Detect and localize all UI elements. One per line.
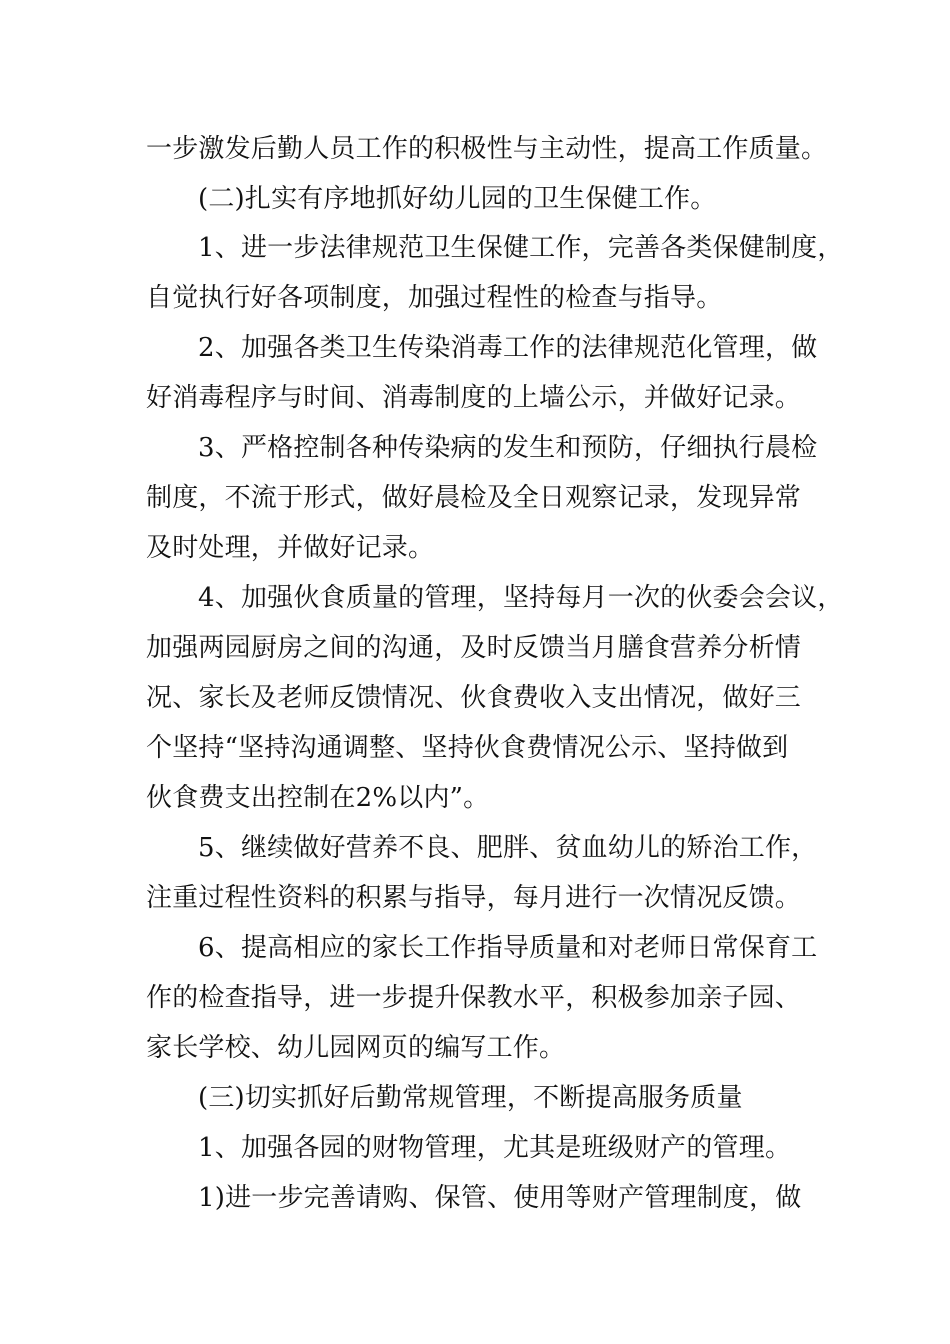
text-line: 家长学校、幼儿园网页的编写工作。	[146, 1033, 566, 1063]
text-line: 1)进一步完善请购、保管、使用等财产管理制度，做	[198, 1183, 802, 1213]
text-line: 好消毒程序与时间、消毒制度的上墙公示，并做好记录。	[146, 383, 802, 413]
text-line: 3、严格控制各种传染病的发生和预防，仔细执行晨检	[198, 433, 818, 463]
text-line: 1、加强各园的财物管理，尤其是班级财产的管理。	[198, 1133, 792, 1163]
text-line: 及时处理，并做好记录。	[146, 533, 435, 563]
text-line: 伙食费支出控制在2%以内”。	[146, 783, 490, 813]
section-heading: (二)扎实有序地抓好幼儿园的卫生保健工作。	[198, 184, 717, 214]
text-line: 1、进一步法律规范卫生保健工作，完善各类保健制度，	[198, 233, 844, 263]
text-line: 注重过程性资料的积累与指导，每月进行一次情况反馈。	[146, 883, 802, 913]
text-line: 制度，不流于形式，做好晨检及全日观察记录，发现异常	[146, 483, 802, 513]
text-line: 加强两园厨房之间的沟通，及时反馈当月膳食营养分析情	[146, 633, 802, 663]
text-line: 况、家长及老师反馈情况、伙食费收入支出情况，做好三	[146, 683, 802, 713]
text-line: 一步激发后勤人员工作的积极性与主动性，提高工作质量。	[146, 134, 828, 164]
text-line: 5、继续做好营养不良、肥胖、贫血幼儿的矫治工作，	[198, 833, 818, 863]
text-line: 个坚持“坚持沟通调整、坚持伙食费情况公示、坚持做到	[146, 733, 789, 763]
text-line: 2、加强各类卫生传染消毒工作的法律规范化管理，做	[198, 333, 818, 363]
text-line: 自觉执行好各项制度，加强过程性的检查与指导。	[146, 283, 723, 313]
text-line: 4、加强伙食质量的管理，坚持每月一次的伙委会会议，	[198, 583, 844, 613]
section-heading: (三)切实抓好后勤常规管理，不断提高服务质量	[198, 1083, 743, 1113]
text-line: 作的检查指导，进一步提升保教水平，积极参加亲子园、	[146, 983, 802, 1013]
text-line: 6、提高相应的家长工作指导质量和对老师日常保育工	[198, 933, 818, 963]
